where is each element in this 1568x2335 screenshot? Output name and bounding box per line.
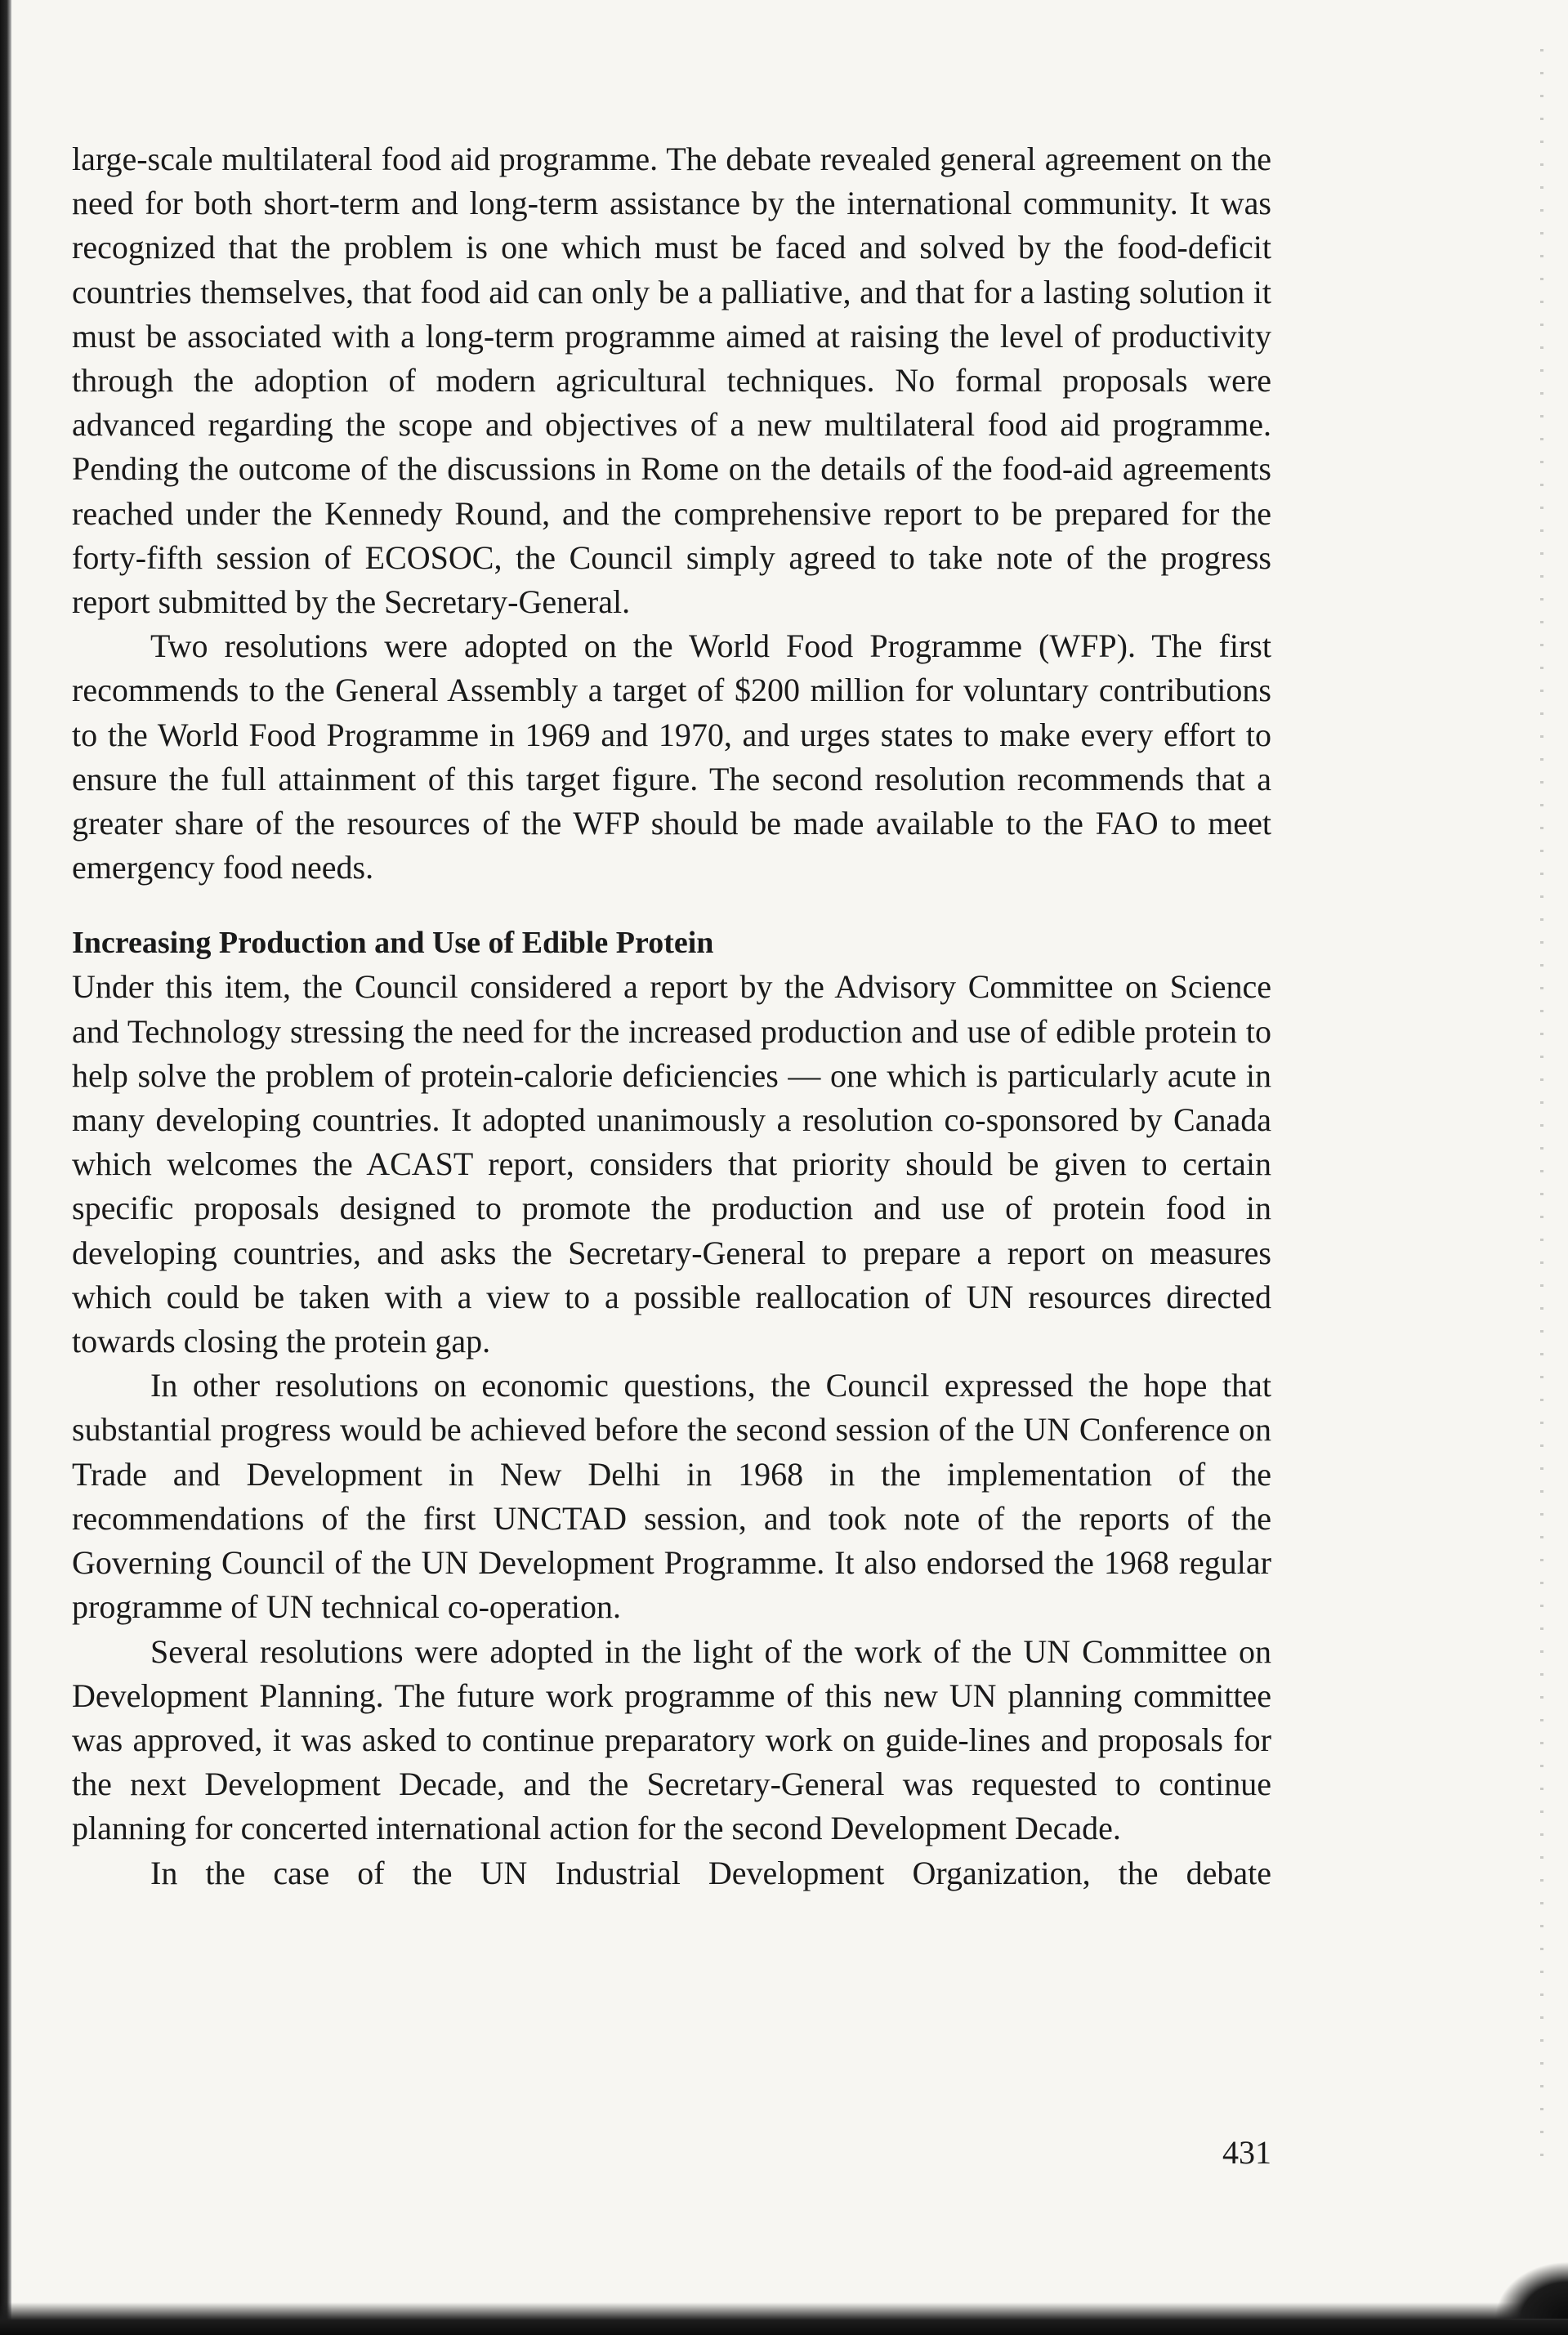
paragraph-economic-questions: In other resolutions on economic questions, the Council expressed the hope that substantial progress would be achieved before the second session of the UN Conference on Trade and Development in New Delhi in 1968 in the implementation of the recommendations of the first UNCTAD session, and took note of the reports of the Governing Council of the UN Development Programme. It also endorsed the 1968 regular programme of UN technical co-operation. (72, 1367, 1271, 1626)
paragraph-continued: large-scale multilateral food aid programme. The debate revealed general agreement on the need for both short-term and long-term assistance by the international community. It was recognized that the problem is one which must be faced and solved by the food-deficit countries themselves, that food aid can only be a palliative, and that for a lasting solution it must be associated with a long-term programme aimed at raising the level of productivity through the adoption of modern agricultural techniques. No formal proposals were advanced regarding the scope and objectives of a new multilateral food aid programme. Pending the outcome of the discussions in Rome on the details of the food-aid agreements reached under the Kennedy Round, and the comprehensive report to be prepared for the forty-fifth session of ECOSOC, the Council simply agreed to take note of the progress report submitted by the Secretary-General. (72, 141, 1271, 621)
paragraph-wfp-resolutions: Two resolutions were adopted on the World Food Programme (WFP). The first recommends to the General Assembly a target of $200 million for voluntary contributions to the World Food Programme in 1969 and 1970, and urges states to make every effort to ensure the full attainment of this target figure. The second resolution recommends that a greater share of the resources of the WFP should be made available to the FAO to meet emergency food needs. (72, 627, 1271, 886)
paragraph-unido: In the case of the UN Industrial Development Organization, the debate (150, 1854, 1271, 1891)
page-corner-curl (1494, 2261, 1568, 2319)
page-number: 431 (1222, 2134, 1271, 2171)
bottom-shadow (0, 2302, 1568, 2335)
section-heading: Increasing Production and Use of Edible Protein (72, 926, 714, 961)
body-text (72, 137, 1271, 1895)
paragraph-edible-protein: Under this item, the Council considered a report by the Advisory Committee on Science and Technology stressing the need for the increased production and use of edible protein to help solve the problem of protein-calorie deficiencies — one which is particularly acute in many developing countries. It adopted unanimously a resolution co-sponsored by Canada which welcomes the ACAST report, considers that priority should be given to certain specific proposals designed to promote the production and use of protein food in developing countries, and asks the Secretary-General to prepare a report on measures which could be taken with a view to a possible reallocation of UN resources directed towards closing the protein gap. (72, 968, 1271, 1360)
binding-shadow (0, 0, 11, 2335)
paragraph-development-planning: Several resolutions were adopted in the light of the work of the UN Committee on Development Planning. The future work programme of this new UN planning committee was approved, it was asked to continue preparatory work on guide-lines and proposals for the next Development Decade, and the Secretary-General was requested to continue planning for concerted international action for the second Development Decade. (72, 1632, 1271, 1847)
page-edge-speckle (1540, 49, 1543, 2173)
